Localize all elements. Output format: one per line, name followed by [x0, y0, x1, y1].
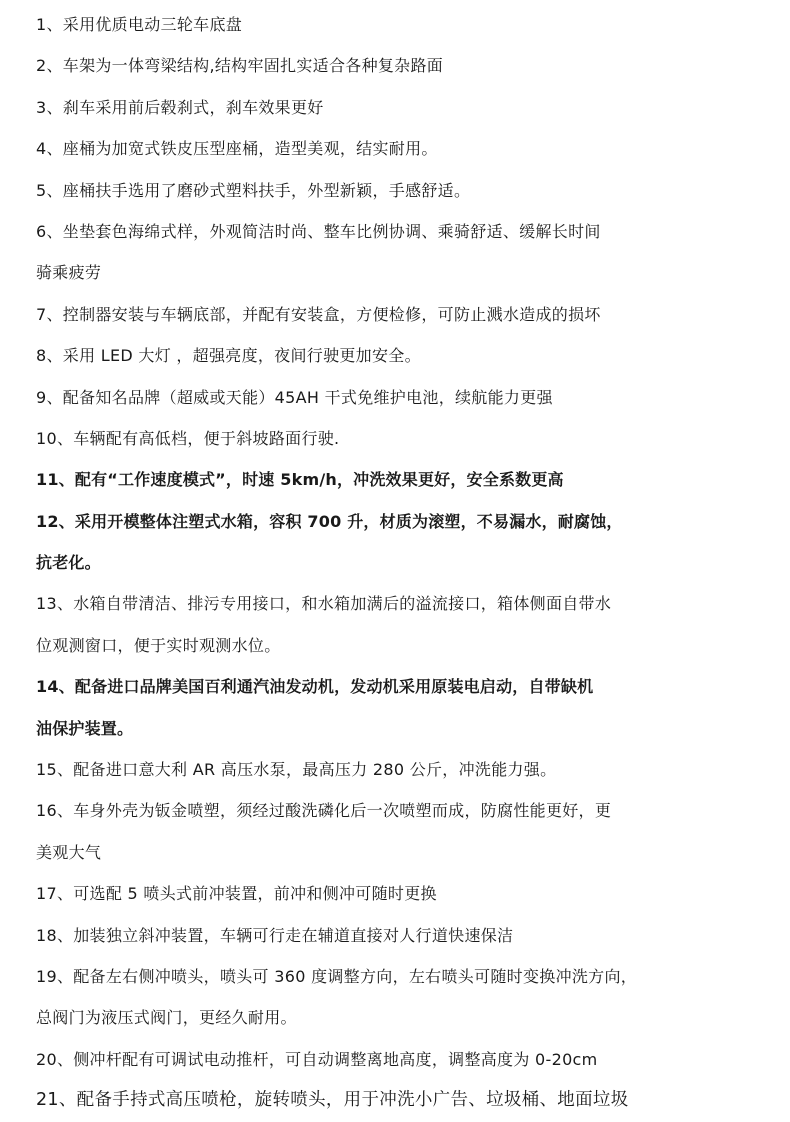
list-item: 10、车辆配有高低档，便于斜坡路面行驶.	[36, 428, 340, 448]
list-item: 20、侧冲杆配有可调试电动推杆，可自动调整离地高度，调整高度为 0-20cm	[36, 1049, 598, 1069]
list-item-continuation: 总阀门为液压式阀门，更经久耐用。	[36, 1008, 297, 1028]
list-item: 5、座桶扶手选用了磨砂式塑料扶手，外型新颖，手感舒适。	[36, 180, 471, 200]
list-item: 13、水箱自带清洁、排污专用接口，和水箱加满后的溢流接口，箱体侧面自带水	[36, 594, 612, 614]
list-item-continuation: 美观大气	[36, 842, 102, 862]
list-item: 18、加装独立斜冲装置，车辆可行走在辅道直接对人行道快速保洁	[36, 925, 514, 945]
list-item: 8、采用 LED 大灯 ，超强亮度，夜间行驶更加安全。	[36, 346, 421, 366]
list-item: 3、刹车采用前后毂刹式，刹车效果更好	[36, 97, 324, 117]
list-item: 9、配备知名品牌（超威或天能）45AH 干式免维护电池，续航能力更强	[36, 387, 553, 407]
list-item: 17、可选配 5 喷头式前冲装置，前冲和侧冲可随时更换	[36, 884, 437, 904]
list-item: 7、控制器安装与车辆底部，并配有安装盒，方便检修，可防止溅水造成的损坏	[36, 304, 601, 324]
list-item-continuation: 位观测窗口，便于实时观测水位。	[36, 635, 281, 655]
list-item-continuation: 抗老化。	[36, 553, 101, 573]
list-item-bold: 14、配备进口品牌美国百利通汽油发动机，发动机采用原装电启动，自带缺机	[36, 677, 594, 697]
list-item: 21、配备手持式高压喷枪，旋转喷头，用于冲洗小广告、垃圾桶、地面垃圾	[36, 1090, 629, 1111]
list-item: 19、配备左右侧冲喷头，喷头可 360 度调整方向，左右喷头可随时变换冲洗方向，	[36, 966, 638, 986]
list-item: 1、采用优质电动三轮车底盘	[36, 15, 243, 34]
list-item-bold: 11、配有“工作速度模式”，时速 5km/h，冲洗效果更好，安全系数更高	[36, 470, 564, 490]
list-item: 2、车架为一体弯梁结构,结构牢固扎实适合各种复杂路面	[36, 56, 444, 76]
list-item: 4、座桶为加宽式铁皮压型座桶，造型美观，结实耐用。	[36, 139, 438, 159]
list-item: 16、车身外壳为钣金喷塑，须经过酸洗磷化后一次喷塑而成，防腐性能更好，更	[36, 801, 612, 821]
list-item-continuation: 油保护装置。	[36, 718, 134, 738]
list-item: 6、坐垫套色海绵式样，外观简洁时尚、整车比例协调、乘骑舒适、缓解长时间	[36, 221, 601, 241]
list-item-continuation: 骑乘疲劳	[36, 263, 102, 283]
list-item: 15、配备进口意大利 AR 高压水泵，最高压力 280 公斤，冲洗能力强。	[36, 760, 557, 780]
list-item-bold: 12、采用开模整体注塑式水箱，容积 700 升，材质为滚塑，不易漏水，耐腐蚀，	[36, 511, 623, 531]
